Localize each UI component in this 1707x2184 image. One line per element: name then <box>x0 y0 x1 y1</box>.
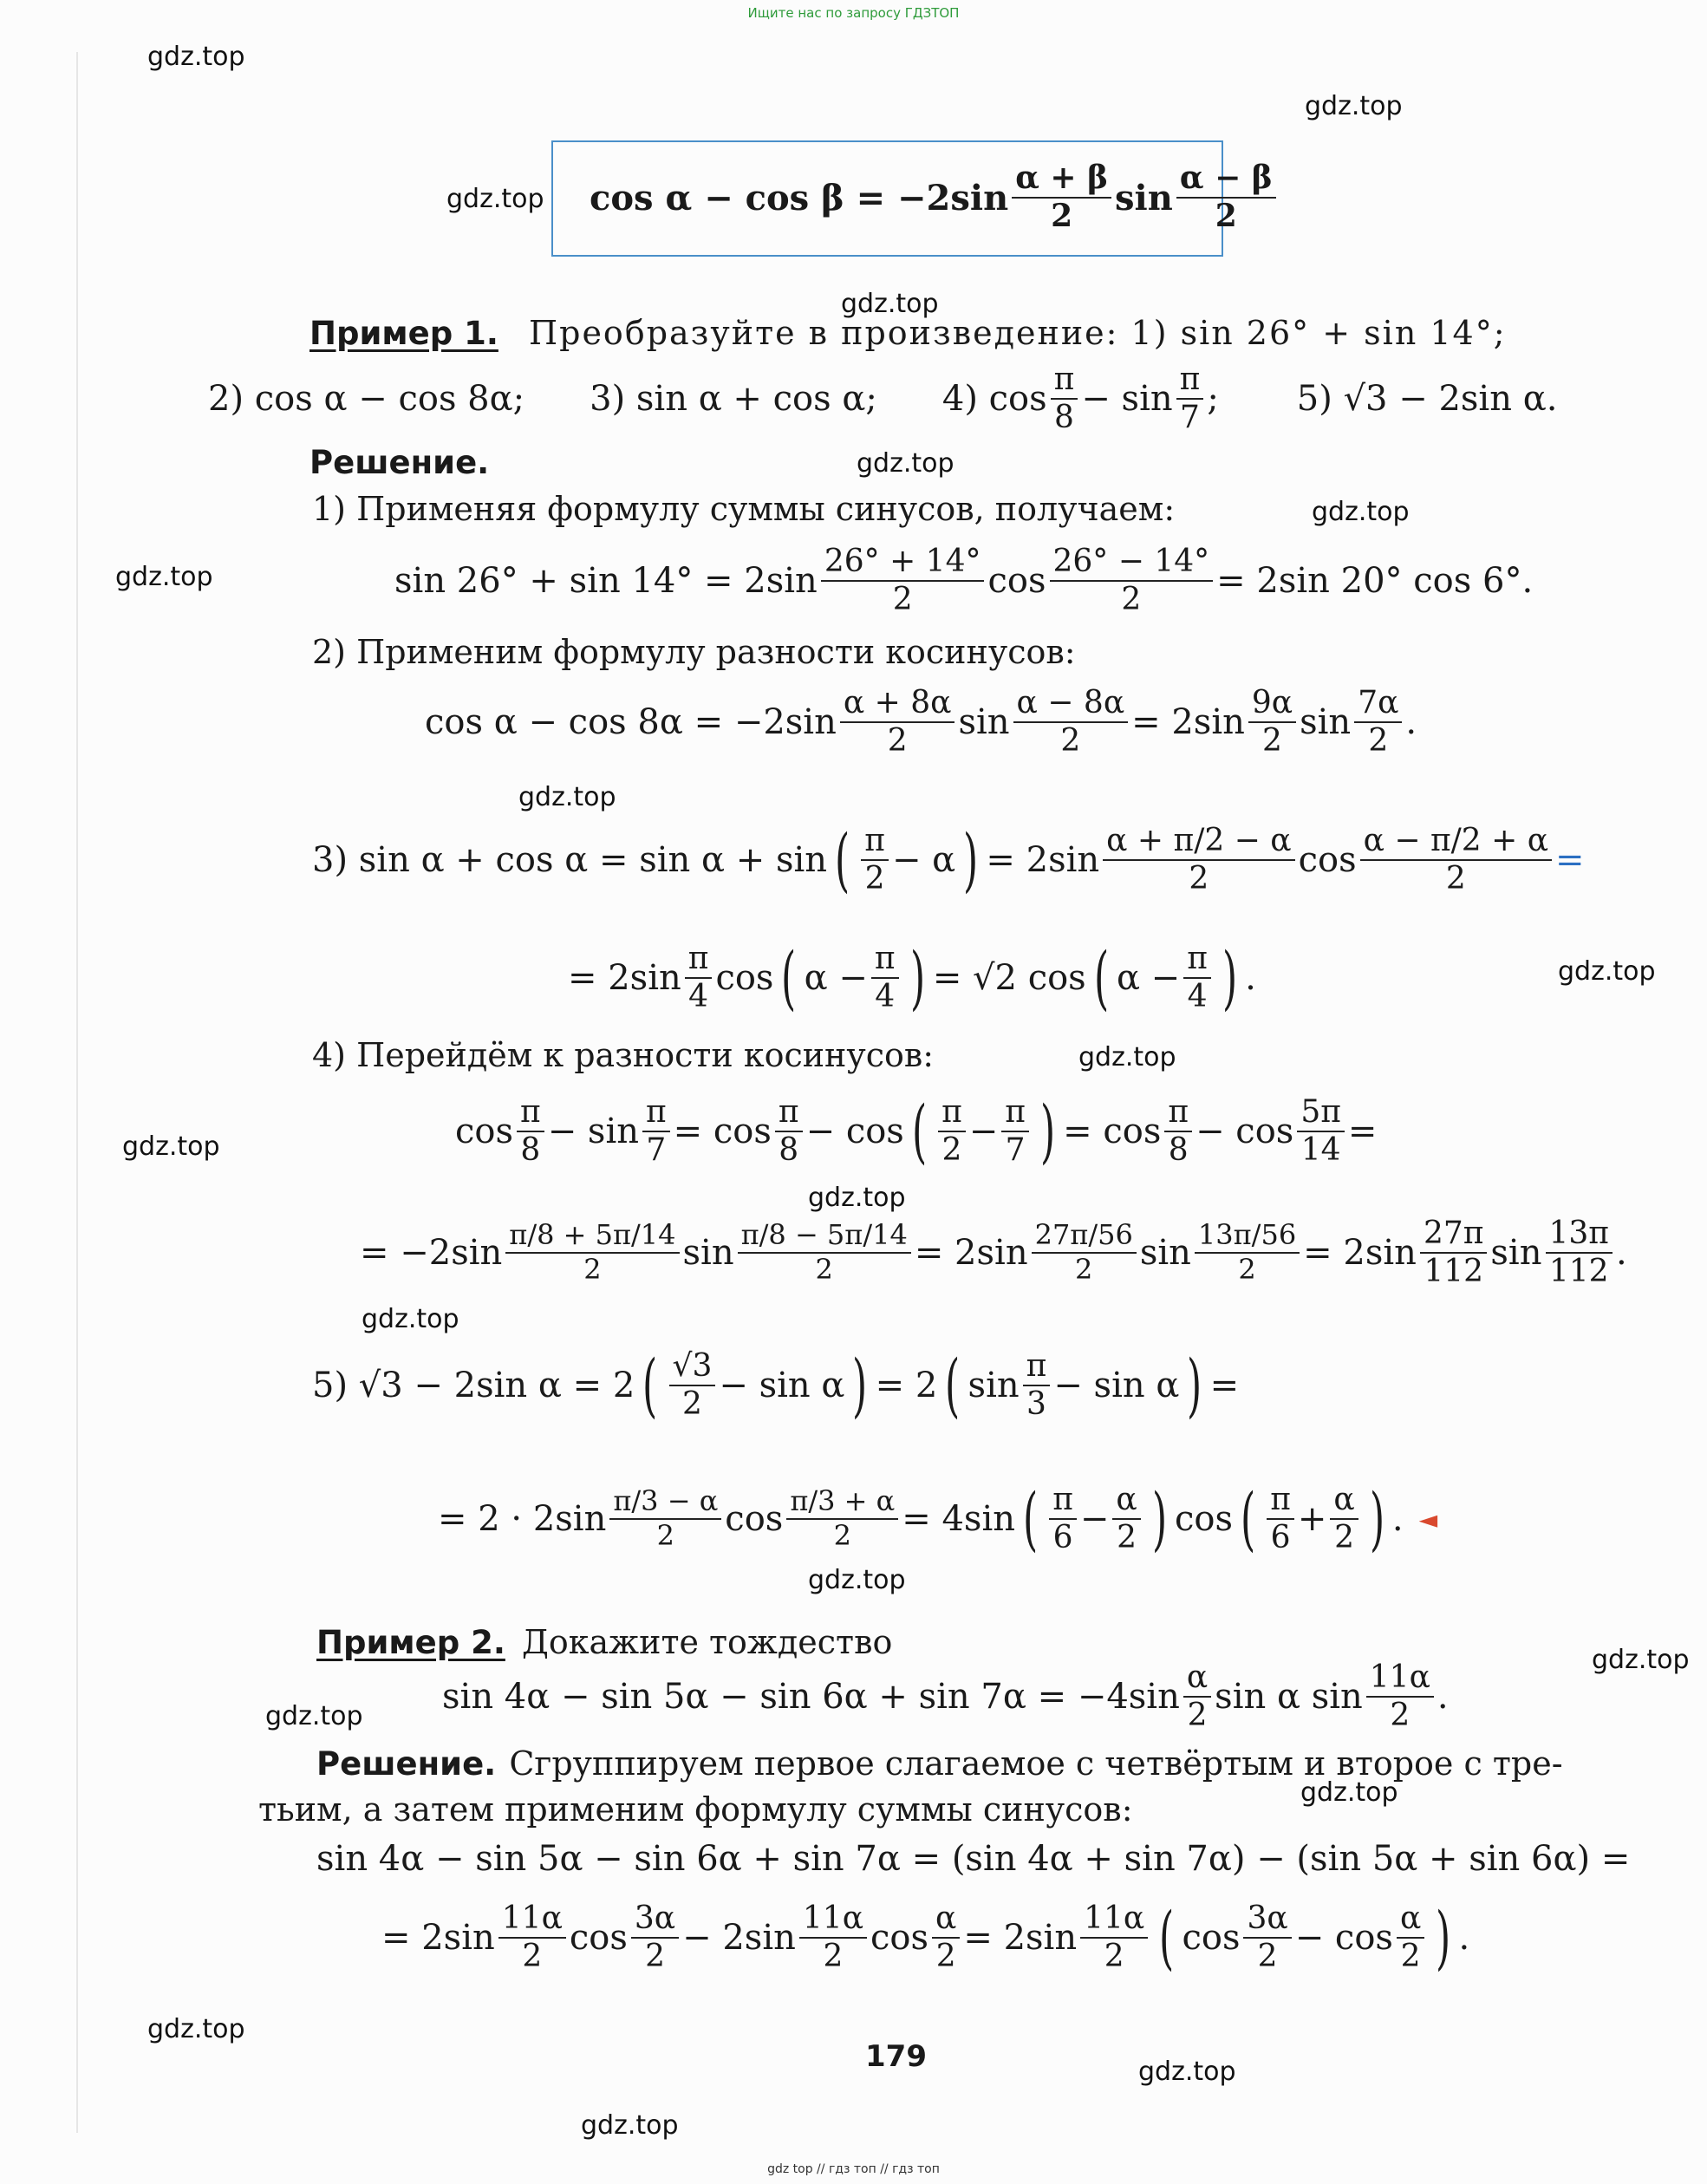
fraction-denominator: 2 <box>1390 1698 1411 1733</box>
formula-part: = <box>1209 1366 1240 1405</box>
watermark: gdz.top <box>518 782 616 812</box>
formula-part: = 2sin 20° cos 6°. <box>1216 561 1534 601</box>
solution-2-text: 2) Применим формулу разности косинусов: <box>312 633 1076 671</box>
formula-part: cos <box>870 1918 929 1958</box>
fraction-denominator: 8 <box>1168 1132 1189 1168</box>
fraction-denominator: 8 <box>1054 400 1074 435</box>
example-2-line-1 <box>316 1834 1630 1884</box>
paren-open: ( <box>781 937 797 1018</box>
formula-part: cos <box>715 958 774 998</box>
fraction-denominator: 2 <box>1400 1939 1421 1974</box>
fraction-numerator: π <box>1176 363 1204 400</box>
formula-part: cos <box>1182 1918 1241 1958</box>
fraction-numerator: 26° − 14° <box>1050 545 1214 582</box>
fraction-denominator: 8 <box>779 1132 799 1168</box>
watermark: gdz.top <box>1305 91 1403 121</box>
fraction-numerator: π <box>871 942 899 979</box>
formula-part: cos <box>455 1112 514 1151</box>
item-5: 5) √3 − 2sin α. <box>1296 379 1558 419</box>
cosine-difference-formula <box>590 154 1280 241</box>
fraction-numerator: α + π/2 − α <box>1103 825 1294 861</box>
fraction-numerator: 13π/56 <box>1195 1221 1300 1254</box>
fraction-numerator: √3 <box>669 1350 716 1386</box>
example-1-heading-line <box>309 314 1507 352</box>
fraction-numerator: 13π <box>1546 1217 1613 1254</box>
example-2-identity <box>442 1658 1449 1736</box>
formula-part: − 2sin <box>682 1918 796 1958</box>
fraction-denominator: 2 <box>1117 1520 1137 1555</box>
fraction-denominator: 2 <box>1051 198 1073 234</box>
paren-open: ( <box>835 819 850 900</box>
solution-text: Сгруппируем первое слагаемое с четвёртым и второе с тре- <box>509 1744 1563 1783</box>
fraction-denominator: 2 <box>1121 582 1142 617</box>
fraction-numerator: π <box>1001 1096 1029 1132</box>
fraction-denominator: 2 <box>1257 1939 1278 1974</box>
fraction-numerator: π <box>861 825 889 861</box>
fraction-denominator: 2 <box>1189 861 1209 896</box>
fraction-numerator: 27π/56 <box>1032 1221 1137 1254</box>
formula-part: = 2 · 2sin <box>438 1499 607 1539</box>
solution-5-formula-cont <box>438 1467 1437 1571</box>
formula-part: sin <box>1490 1233 1542 1273</box>
paren-close: ) <box>852 1345 868 1425</box>
formula-part: = 2sin <box>1131 702 1245 742</box>
example-2-heading-line <box>316 1623 892 1661</box>
paren-close: ) <box>963 819 979 900</box>
fraction-numerator: α − β <box>1176 162 1276 199</box>
formula-part: = 2sin <box>914 1233 1028 1273</box>
solution-2-formula <box>425 683 1417 761</box>
fraction-numerator: 7α <box>1354 687 1402 723</box>
formula-part: = <box>1555 840 1585 880</box>
fraction-numerator: 3α <box>1243 1902 1291 1939</box>
page-fold-line <box>76 52 78 2133</box>
watermark: gdz.top <box>1592 1645 1690 1675</box>
formula-part: − sin α <box>719 1366 845 1405</box>
item-4-part: − sin <box>1081 379 1173 419</box>
paren-close: ) <box>1039 1091 1056 1171</box>
formula-part: − sin α <box>1053 1366 1180 1405</box>
page-number: 179 <box>865 2039 927 2074</box>
fraction-numerator: 11α <box>498 1902 566 1939</box>
formula-part: − <box>1079 1499 1110 1539</box>
fraction-numerator: π <box>685 942 713 979</box>
paren-close: ) <box>1436 1897 1451 1978</box>
fraction-numerator: 11α <box>799 1902 867 1939</box>
fraction-numerator: π <box>1023 1350 1051 1386</box>
watermark: gdz.top <box>1078 1042 1176 1072</box>
fraction-denominator: 2 <box>815 1253 833 1286</box>
fraction-denominator: 2 <box>941 1132 962 1168</box>
fraction-denominator: 2 <box>892 582 913 617</box>
fraction-numerator: π/3 − α <box>609 1487 721 1520</box>
fraction-numerator: π <box>775 1096 803 1132</box>
formula-part: sin 4α − sin 5α − sin 6α + sin 7α = (sin 4α + sin 7α) − (sin 5α + sin 6α) = <box>316 1839 1631 1879</box>
fraction-denominator: 2 <box>887 723 908 759</box>
watermark: gdz.top <box>362 1304 459 1334</box>
formula-part: . <box>1391 1499 1404 1539</box>
formula-part: sin <box>1300 702 1352 742</box>
example-1-items <box>208 364 1557 434</box>
fraction-denominator: 112 <box>1548 1254 1609 1289</box>
fraction-denominator: 2 <box>864 861 885 896</box>
watermark: gdz.top <box>147 2014 245 2044</box>
example-1-task: Преобразуйте в произведение: 1) sin 26° + sin 14°; <box>528 314 1507 352</box>
paren-open: ( <box>1023 1478 1039 1559</box>
fraction-denominator: 2 <box>833 1519 851 1552</box>
formula-part: = 2sin <box>963 1918 1078 1958</box>
example-2-solution-line-1 <box>316 1744 1563 1783</box>
fraction-denominator: 2 <box>1262 723 1282 759</box>
example-2-line-2 <box>381 1890 1469 1985</box>
fraction-denominator: 7 <box>646 1132 667 1168</box>
fraction-numerator: α − π/2 + α <box>1360 825 1552 861</box>
solution-heading: Решение. <box>309 444 490 481</box>
fraction-denominator: 2 <box>1215 198 1237 234</box>
fraction-numerator: π <box>1051 363 1078 400</box>
formula-part: = 4sin <box>902 1499 1016 1539</box>
watermark: gdz.top <box>1300 1777 1398 1808</box>
fraction-denominator: 2 <box>522 1939 543 1974</box>
formula-part: − cos <box>805 1112 904 1151</box>
formula-part: = 2sin <box>1303 1233 1417 1273</box>
fraction-denominator: 2 <box>1238 1253 1256 1286</box>
fraction-denominator: 2 <box>823 1939 844 1974</box>
formula-sin: sin <box>1115 177 1173 218</box>
watermark: gdz.top <box>1138 2057 1236 2087</box>
formula-part: . <box>1615 1233 1627 1273</box>
fraction-denominator: 2 <box>583 1253 602 1286</box>
fraction-denominator: 6 <box>1270 1520 1291 1555</box>
fraction-numerator: π/8 − 5π/14 <box>738 1221 911 1254</box>
formula-part: cos <box>987 561 1046 601</box>
fraction-numerator: π <box>1049 1483 1077 1520</box>
watermark: gdz.top <box>1312 497 1410 527</box>
solution-1-formula <box>394 542 1533 620</box>
end-of-solution-icon: ◄ <box>1418 1504 1438 1534</box>
solution-4-formula <box>455 1088 1377 1175</box>
fraction-denominator: 2 <box>645 1939 665 1974</box>
fraction-numerator: 3α <box>631 1902 679 1939</box>
watermark: gdz.top <box>581 2110 679 2141</box>
watermark: gdz.top <box>1558 956 1656 987</box>
fraction-numerator: 26° + 14° <box>821 545 985 582</box>
paren-close: ) <box>1187 1345 1202 1425</box>
formula-part: − <box>968 1112 999 1151</box>
fraction-denominator: 2 <box>1187 1698 1208 1733</box>
solution-3-formula-cont <box>568 935 1256 1021</box>
fraction-denominator: 2 <box>1368 723 1389 759</box>
formula-part: − cos <box>1196 1112 1294 1151</box>
item-4-end: ; <box>1207 379 1219 419</box>
fraction-numerator: π <box>1183 942 1211 979</box>
solution-text: тьим, а затем применим формулу суммы синусов: <box>258 1790 1133 1829</box>
formula-part: = 2sin <box>381 1918 495 1958</box>
formula-part: = cos <box>673 1112 772 1151</box>
fraction-numerator: α <box>1112 1483 1140 1520</box>
paren-open: ( <box>1159 1897 1175 1978</box>
fraction-numerator: 11α <box>1366 1661 1434 1698</box>
fraction-numerator: α + 8α <box>840 687 955 723</box>
fraction-denominator: 2 <box>1104 1939 1124 1974</box>
paren-open: ( <box>642 1345 658 1425</box>
formula-part: 5) √3 − 2sin α = 2 <box>312 1366 635 1405</box>
formula-part: sin <box>682 1233 734 1273</box>
example-2-task: Докажите тождество <box>521 1623 893 1661</box>
fraction-numerator: α <box>1183 1661 1211 1698</box>
fraction-denominator: 2 <box>1334 1520 1354 1555</box>
watermark: gdz.top <box>808 1183 906 1213</box>
fraction-denominator: 14 <box>1300 1132 1341 1168</box>
solution-1-text: 1) Применяя формулу суммы синусов, получаем: <box>312 490 1176 528</box>
formula-part: sin α sin <box>1215 1677 1363 1717</box>
watermark: gdz.top <box>857 448 954 479</box>
fraction-denominator: 2 <box>935 1939 956 1974</box>
formula-part: . <box>1405 702 1417 742</box>
fraction-denominator: 6 <box>1052 1520 1073 1555</box>
paren-close: ) <box>909 937 925 1018</box>
fraction-numerator: π <box>938 1096 966 1132</box>
watermark: gdz.top <box>808 1565 906 1595</box>
fraction-denominator: 4 <box>688 979 709 1014</box>
fraction-numerator: π <box>1267 1483 1294 1520</box>
formula-part: = −2sin <box>360 1233 503 1273</box>
fraction-denominator: 112 <box>1424 1254 1484 1289</box>
solution-5-formula <box>312 1342 1239 1429</box>
solution-4-formula-cont <box>360 1196 1627 1309</box>
watermark: gdz.top <box>446 184 544 214</box>
formula-part: = 2sin <box>568 958 681 998</box>
paren-close: ) <box>1369 1478 1384 1559</box>
fraction-denominator: 4 <box>1187 979 1208 1014</box>
top-note: Ищите нас по запросу ГДЗТОП <box>747 5 960 21</box>
solution-4-text: 4) Перейдём к разности косинусов: <box>312 1036 935 1074</box>
fraction-denominator: 2 <box>1075 1253 1093 1286</box>
item-3: 3) sin α + cos α; <box>590 379 877 419</box>
paren-close: ) <box>1222 937 1238 1018</box>
watermark: gdz.top <box>265 1701 363 1731</box>
formula-part: = <box>1347 1112 1378 1151</box>
formula-part: α − <box>804 958 868 998</box>
fraction-denominator: 4 <box>875 979 896 1014</box>
fraction-numerator: α − 8α <box>1013 687 1129 723</box>
fraction-denominator: 3 <box>1026 1386 1046 1422</box>
example-1-heading: Пример 1. <box>309 315 498 352</box>
formula-part: sin <box>1139 1233 1191 1273</box>
formula-part: sin <box>958 702 1010 742</box>
watermark: gdz.top <box>841 289 939 319</box>
formula-part: cos <box>569 1918 628 1958</box>
solution-heading: Решение. <box>316 1745 497 1783</box>
fraction-denominator: 2 <box>682 1386 702 1422</box>
fraction-numerator: α + β <box>1012 162 1111 199</box>
formula-part: = √2 cos <box>932 958 1086 998</box>
fraction-denominator: 2 <box>1060 723 1081 759</box>
fraction-numerator: π/3 + α <box>786 1487 898 1520</box>
watermark: gdz.top <box>122 1131 220 1162</box>
fraction-numerator: π <box>1164 1096 1192 1132</box>
fraction-numerator: 9α <box>1248 687 1296 723</box>
formula-part: 3) sin α + cos α = sin α + sin <box>312 840 828 880</box>
formula-part: . <box>1245 958 1256 998</box>
fraction-numerator: 5π <box>1297 1096 1345 1132</box>
formula-part: cos <box>1298 840 1357 880</box>
formula-part: = 2 <box>875 1366 938 1405</box>
formula-part: sin 26° + sin 14° = 2sin <box>394 561 818 601</box>
formula-part: α − <box>1116 958 1181 998</box>
formula-part: . <box>1458 1918 1470 1958</box>
formula-part: sin 4α − sin 5α − sin 6α + sin 7α = −4sin <box>442 1677 1180 1717</box>
fraction-denominator: 2 <box>656 1519 674 1552</box>
formula-part: . <box>1437 1677 1449 1717</box>
formula-part: − α <box>891 840 956 880</box>
fraction-denominator: 7 <box>1005 1132 1026 1168</box>
fraction-numerator: π <box>517 1096 544 1132</box>
formula-part: = 2sin <box>986 840 1100 880</box>
item-2: 2) cos α − cos 8α; <box>208 379 525 419</box>
fraction-numerator: α <box>1330 1483 1358 1520</box>
example-2-heading: Пример 2. <box>316 1624 505 1661</box>
fraction-denominator: 2 <box>1445 861 1466 896</box>
formula-lhs: cos α − cos β = −2sin <box>590 177 1009 218</box>
paren-close: ) <box>1151 1478 1167 1559</box>
formula-part: cos <box>1174 1499 1233 1539</box>
item-4: 4) cos <box>941 379 1047 419</box>
watermark: gdz.top <box>115 562 213 592</box>
fraction-numerator: 11α <box>1080 1902 1148 1939</box>
fraction-numerator: α <box>1397 1902 1424 1939</box>
formula-part: + <box>1297 1499 1327 1539</box>
fraction-numerator: 27π <box>1420 1217 1487 1254</box>
fraction-numerator: π <box>642 1096 670 1132</box>
paren-open: ( <box>1093 937 1109 1018</box>
watermark: gdz.top <box>147 42 245 72</box>
fraction-numerator: α <box>932 1902 960 1939</box>
formula-part: cos α − cos 8α = −2sin <box>425 702 837 742</box>
solution-3-formula <box>312 808 1585 912</box>
fraction-denominator: 7 <box>1180 400 1200 435</box>
fraction-denominator: 8 <box>520 1132 541 1168</box>
formula-part: − sin <box>547 1112 639 1151</box>
paren-open: ( <box>945 1345 961 1425</box>
formula-part: cos <box>725 1499 784 1539</box>
paren-open: ( <box>911 1091 928 1171</box>
bottom-note: gdz top // гдз топ // гдз топ <box>767 2162 940 2176</box>
fraction-numerator: π/8 + 5π/14 <box>505 1221 679 1254</box>
formula-part: sin <box>968 1366 1020 1405</box>
formula-part: = cos <box>1063 1112 1162 1151</box>
formula-part: − cos <box>1294 1918 1393 1958</box>
paren-open: ( <box>1240 1478 1256 1559</box>
